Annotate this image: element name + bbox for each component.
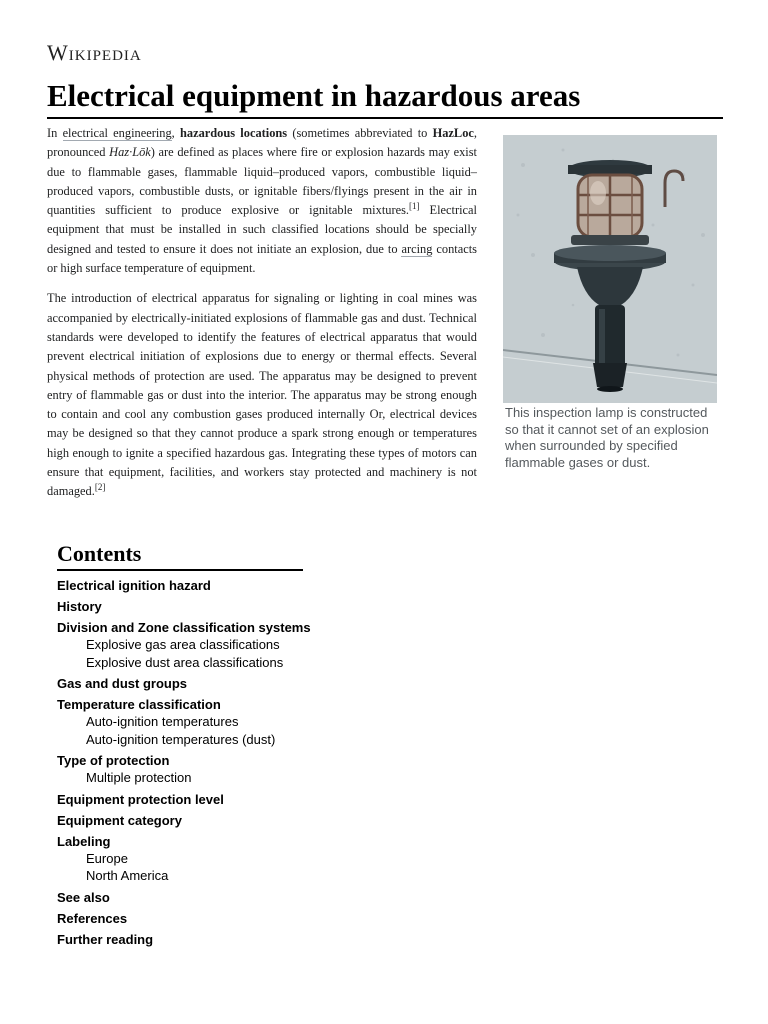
toc-item <box>57 675 357 692</box>
toc-sublist <box>57 769 357 787</box>
toc-sublist <box>57 636 357 671</box>
toc-item <box>57 910 357 927</box>
toc-link[interactable]: Equipment category <box>57 812 182 828</box>
toc-link[interactable]: Electrical ignition hazard <box>57 578 211 593</box>
toc-subitem[interactable]: Auto-ignition temperatures <box>86 714 239 729</box>
toc-sublist <box>57 850 357 885</box>
toc-item <box>57 889 357 906</box>
table-of-contents <box>57 540 357 952</box>
citation-1[interactable]: [1] <box>409 201 420 212</box>
toc-link[interactable]: Gas and dust groups <box>57 676 188 691</box>
toc-link[interactable]: Type of protection <box>57 753 170 768</box>
toc-sublist <box>57 713 357 748</box>
toc-title: Contents <box>57 540 303 571</box>
toc-link[interactable]: Temperature classification <box>57 697 221 712</box>
page-title: Electrical equipment in hazardous areas <box>47 76 723 119</box>
toc-item <box>57 598 357 615</box>
toc-item <box>57 833 357 885</box>
toc-item <box>57 752 357 787</box>
toc-subitem[interactable]: Auto-ignition temperatures (dust) <box>86 731 276 747</box>
toc-list <box>57 577 357 948</box>
toc-item <box>57 791 357 808</box>
toc-item <box>57 931 357 948</box>
toc-link[interactable]: Labeling <box>57 833 111 849</box>
infobox <box>503 135 717 471</box>
link-arcing[interactable]: arcing <box>401 241 433 256</box>
toc-subitem[interactable]: Explosive dust area classifications <box>86 654 284 670</box>
toc-subitem[interactable]: Explosive gas area classifications <box>86 637 280 652</box>
intro-paragraph: In electrical engineering, hazardous locations (sometimes abbreviated to HazLoc, pronounced Haz·Lōk) are defined as places where fire or explosion hazards may exist due to flammable gases, flammable liquid–produced vapors, combustible liquid–produced vapors, combustible dusts, or ignitable fibers/flyings present in the air in quantities sufficient to produce explosive or ignitable mixtures.[1] Electrical equipment that must be installed in such classified locations should be specially designed and tested to ensure it does not initiate an explosion, due to arcing contacts or high surface temperature of equipment. <box>47 126 477 276</box>
toc-subitem[interactable]: North America <box>86 868 169 883</box>
link-electrical-engineering[interactable]: electrical engineering <box>62 126 172 140</box>
toc-link[interactable]: History <box>57 599 102 614</box>
pronunciation: Haz·Lōk <box>109 145 151 160</box>
bold-hazloc: HazLoc <box>432 126 474 140</box>
toc-link[interactable]: References <box>57 910 128 926</box>
toc-subitem[interactable]: Multiple protection <box>86 770 192 785</box>
toc-item <box>57 577 357 594</box>
wikipedia-wordmark[interactable]: Wikipedia <box>47 40 142 65</box>
toc-link[interactable]: Equipment protection level <box>57 791 224 807</box>
toc-item <box>57 696 357 748</box>
inspection-lamp-image[interactable] <box>503 135 717 403</box>
history-paragraph: The introduction of electrical apparatus for signaling or lighting in coal mines was accompanied by electrically-initiated explosions of flammable gas and dust. Technical standards were developed to identify the features of electrical apparatus that would prevent electrical initiation of explosions due to energy or thermal effects. Several physical methods of protection are used. The apparatus may be designed to prevent entry of flammable gas or dust into the interior. The apparatus may be strong enough to contain and cool any combustion gases produced internally Or, electrical devices may be designed so that they cannot produce a spark strong enough or temperatures high enough to ignite a specified hazardous gas. Integrating these types of motors can ensure that equipment, facilities, and workers stay protected and machinery is not damaged.[2] <box>47 291 477 499</box>
citation-2[interactable]: [2] <box>94 482 106 493</box>
bold-hazardous-locations: hazardous locations <box>180 126 288 140</box>
toc-link[interactable]: See also <box>57 889 110 905</box>
toc-item <box>57 812 357 829</box>
image-caption: This inspection lamp is constructed so that it cannot set of an explosion when surrounded by specified flammable gases or dust. <box>505 405 709 470</box>
toc-subitem[interactable]: Europe <box>86 850 128 866</box>
article-body <box>47 124 477 513</box>
toc-link[interactable]: Division and Zone classification systems <box>57 620 311 635</box>
toc-link[interactable]: Further reading <box>57 931 154 947</box>
toc-item <box>57 619 357 671</box>
